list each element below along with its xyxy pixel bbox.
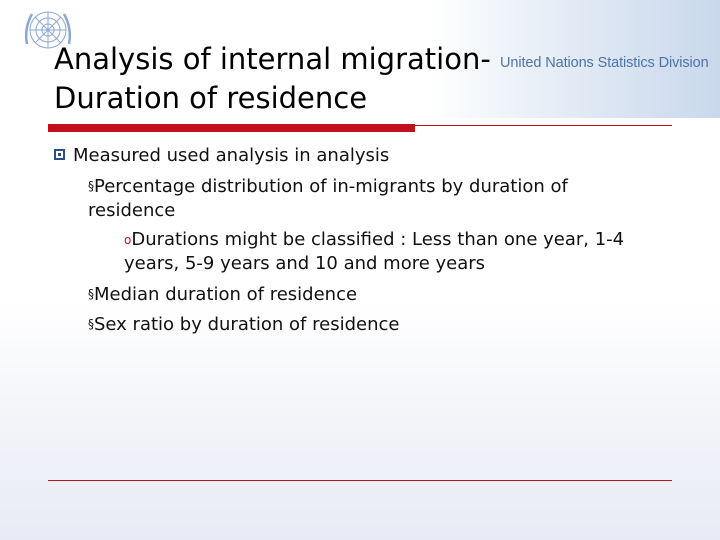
organization-name: United Nations Statistics Division	[500, 55, 709, 71]
section-bullet-icon: §	[88, 179, 94, 193]
title-underline-thick	[48, 124, 415, 132]
title-line-1: Analysis of internal migration-	[54, 42, 491, 76]
bullet-level2-item	[88, 312, 648, 337]
checkbox-bullet-icon	[54, 149, 65, 160]
bullet-text: Measured used analysis in analysis	[73, 145, 390, 166]
bullet-text: Durations might be classified : Less than one year, 1-4 years, 5-9 years and 10 and more years	[124, 229, 625, 274]
title-underline-thin	[415, 125, 672, 126]
section-bullet-icon: §	[88, 317, 94, 331]
bullet-level3-item	[124, 228, 664, 276]
bullet-level2-item	[88, 282, 648, 307]
bullet-text: Median duration of residence	[94, 284, 358, 305]
title-line-2: Duration of residence	[54, 81, 368, 115]
bullet-text: Sex ratio by duration of residence	[94, 314, 400, 335]
bullet-level2-item	[88, 174, 648, 223]
bullet-level1-item	[54, 144, 674, 168]
circle-bullet-icon: o	[124, 233, 132, 247]
bullet-text: Percentage distribution of in-migrants by duration of residence	[88, 176, 568, 221]
footer-rule	[48, 480, 672, 481]
section-bullet-icon: §	[88, 287, 94, 301]
slide-title	[54, 40, 654, 118]
